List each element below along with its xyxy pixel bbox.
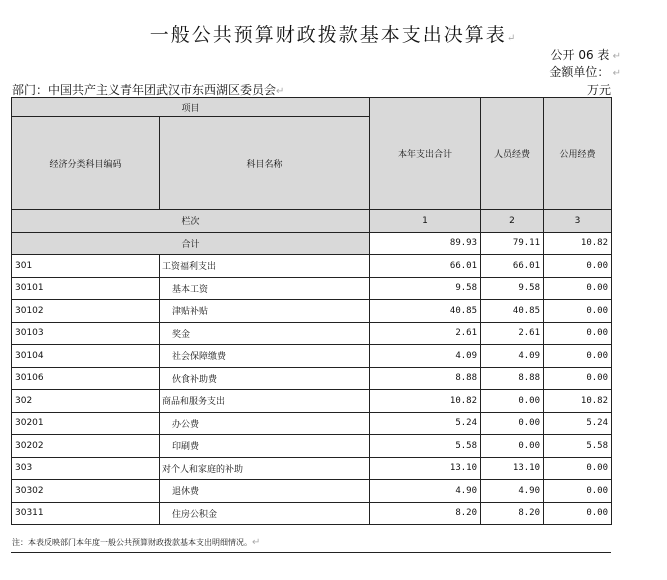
table-row — [12, 457, 612, 480]
department-label: 部门：中国共产主义青年团武汉市东西湖区委员会↵ — [12, 83, 285, 97]
row-public: 0.00 — [544, 502, 612, 525]
row-code: 30302 — [12, 480, 160, 503]
table-row — [12, 502, 612, 525]
header-project: 项目 — [12, 98, 370, 117]
row-code: 30102 — [12, 300, 160, 323]
row-code: 30104 — [12, 345, 160, 368]
summary-public: 10.82 — [544, 232, 612, 255]
header-row-project — [12, 98, 612, 117]
table-row — [12, 300, 612, 323]
header-col1: 1 — [370, 210, 481, 233]
unit-value: 万元 — [587, 83, 612, 97]
row-name: 奖金 — [160, 322, 370, 345]
row-code: 303 — [12, 457, 160, 480]
row-personnel: 4.09 — [481, 345, 544, 368]
table-row — [12, 435, 612, 458]
header-public: 公用经费 — [544, 98, 612, 210]
row-personnel: 8.88 — [481, 367, 544, 390]
row-name: 商品和服务支出 — [160, 390, 370, 413]
row-public: 0.00 — [544, 277, 612, 300]
row-total: 2.61 — [370, 322, 481, 345]
row-public: 0.00 — [544, 480, 612, 503]
expenditure-table — [11, 97, 612, 525]
row-name: 印刷费 — [160, 435, 370, 458]
row-public: 0.00 — [544, 322, 612, 345]
summary-total: 89.93 — [370, 232, 481, 255]
row-personnel: 9.58 — [481, 277, 544, 300]
row-code: 30101 — [12, 277, 160, 300]
header-code: 经济分类科目编码 — [12, 117, 160, 210]
row-total: 13.10 — [370, 457, 481, 480]
row-personnel: 2.61 — [481, 322, 544, 345]
department-text: 部门：中国共产主义青年团武汉市东西湖区委员会 — [12, 83, 277, 97]
row-total: 10.82 — [370, 390, 481, 413]
row-total: 9.58 — [370, 277, 481, 300]
row-total: 5.24 — [370, 412, 481, 435]
row-code: 301 — [12, 255, 160, 278]
page-title: 一般公共预算财政拨款基本支出决算表↵ — [149, 24, 518, 46]
row-public: 0.00 — [544, 255, 612, 278]
row-name: 基本工资 — [160, 277, 370, 300]
footnote: 注：本表反映部门本年度一般公共预算财政拨款基本支出明细情况。↵ — [12, 537, 261, 548]
header-personnel: 人员经费 — [481, 98, 544, 210]
row-name: 办公费 — [160, 412, 370, 435]
row-public: 5.58 — [544, 435, 612, 458]
row-name: 对个人和家庭的补助 — [160, 457, 370, 480]
table-row — [12, 255, 612, 278]
table-row — [12, 412, 612, 435]
row-personnel: 66.01 — [481, 255, 544, 278]
unit-label-text: 金额单位： — [549, 65, 610, 79]
row-personnel: 0.00 — [481, 435, 544, 458]
row-total: 66.01 — [370, 255, 481, 278]
unit-label: 金额单位： ↵ — [549, 65, 621, 79]
row-total: 5.58 — [370, 435, 481, 458]
row-personnel: 8.20 — [481, 502, 544, 525]
header-row-label: 栏次 — [12, 210, 370, 233]
header-col2: 2 — [481, 210, 544, 233]
row-public: 0.00 — [544, 345, 612, 368]
row-code: 30103 — [12, 322, 160, 345]
header-total: 本年支出合计 — [370, 98, 481, 210]
row-name: 住房公积金 — [160, 502, 370, 525]
row-personnel: 0.00 — [481, 390, 544, 413]
page-title-text: 一般公共预算财政拨款基本支出决算表 — [149, 24, 507, 46]
header-name: 科目名称 — [160, 117, 370, 210]
row-name: 退休费 — [160, 480, 370, 503]
row-total: 8.20 — [370, 502, 481, 525]
row-code: 30201 — [12, 412, 160, 435]
row-total: 8.88 — [370, 367, 481, 390]
row-personnel: 40.85 — [481, 300, 544, 323]
row-name: 社会保障缴费 — [160, 345, 370, 368]
header-row-index — [12, 210, 612, 233]
table-row — [12, 367, 612, 390]
table-row — [12, 277, 612, 300]
row-total: 40.85 — [370, 300, 481, 323]
row-name: 伙食补助费 — [160, 367, 370, 390]
row-public: 5.24 — [544, 412, 612, 435]
row-total: 4.09 — [370, 345, 481, 368]
row-personnel: 13.10 — [481, 457, 544, 480]
row-name: 工资福利支出 — [160, 255, 370, 278]
row-public: 10.82 — [544, 390, 612, 413]
row-code: 302 — [12, 390, 160, 413]
table-row — [12, 480, 612, 503]
row-public: 0.00 — [544, 367, 612, 390]
form-number-text: 公开 06 表 — [550, 48, 610, 62]
row-name: 津贴补贴 — [160, 300, 370, 323]
form-number: 公开 06 表 ↵ — [550, 48, 621, 62]
summary-personnel: 79.11 — [481, 232, 544, 255]
footnote-text: 注：本表反映部门本年度一般公共预算财政拨款基本支出明细情况。 — [12, 538, 252, 547]
row-personnel: 4.90 — [481, 480, 544, 503]
header-col3: 3 — [544, 210, 612, 233]
table-row — [12, 390, 612, 413]
row-public: 0.00 — [544, 300, 612, 323]
row-public: 0.00 — [544, 457, 612, 480]
table-row — [12, 345, 612, 368]
row-code: 30311 — [12, 502, 160, 525]
table-row — [12, 322, 612, 345]
table-bottom-rule — [11, 552, 611, 553]
summary-row — [12, 232, 612, 255]
row-code: 30202 — [12, 435, 160, 458]
row-code: 30106 — [12, 367, 160, 390]
row-personnel: 0.00 — [481, 412, 544, 435]
row-total: 4.90 — [370, 480, 481, 503]
summary-label: 合计 — [12, 232, 370, 255]
